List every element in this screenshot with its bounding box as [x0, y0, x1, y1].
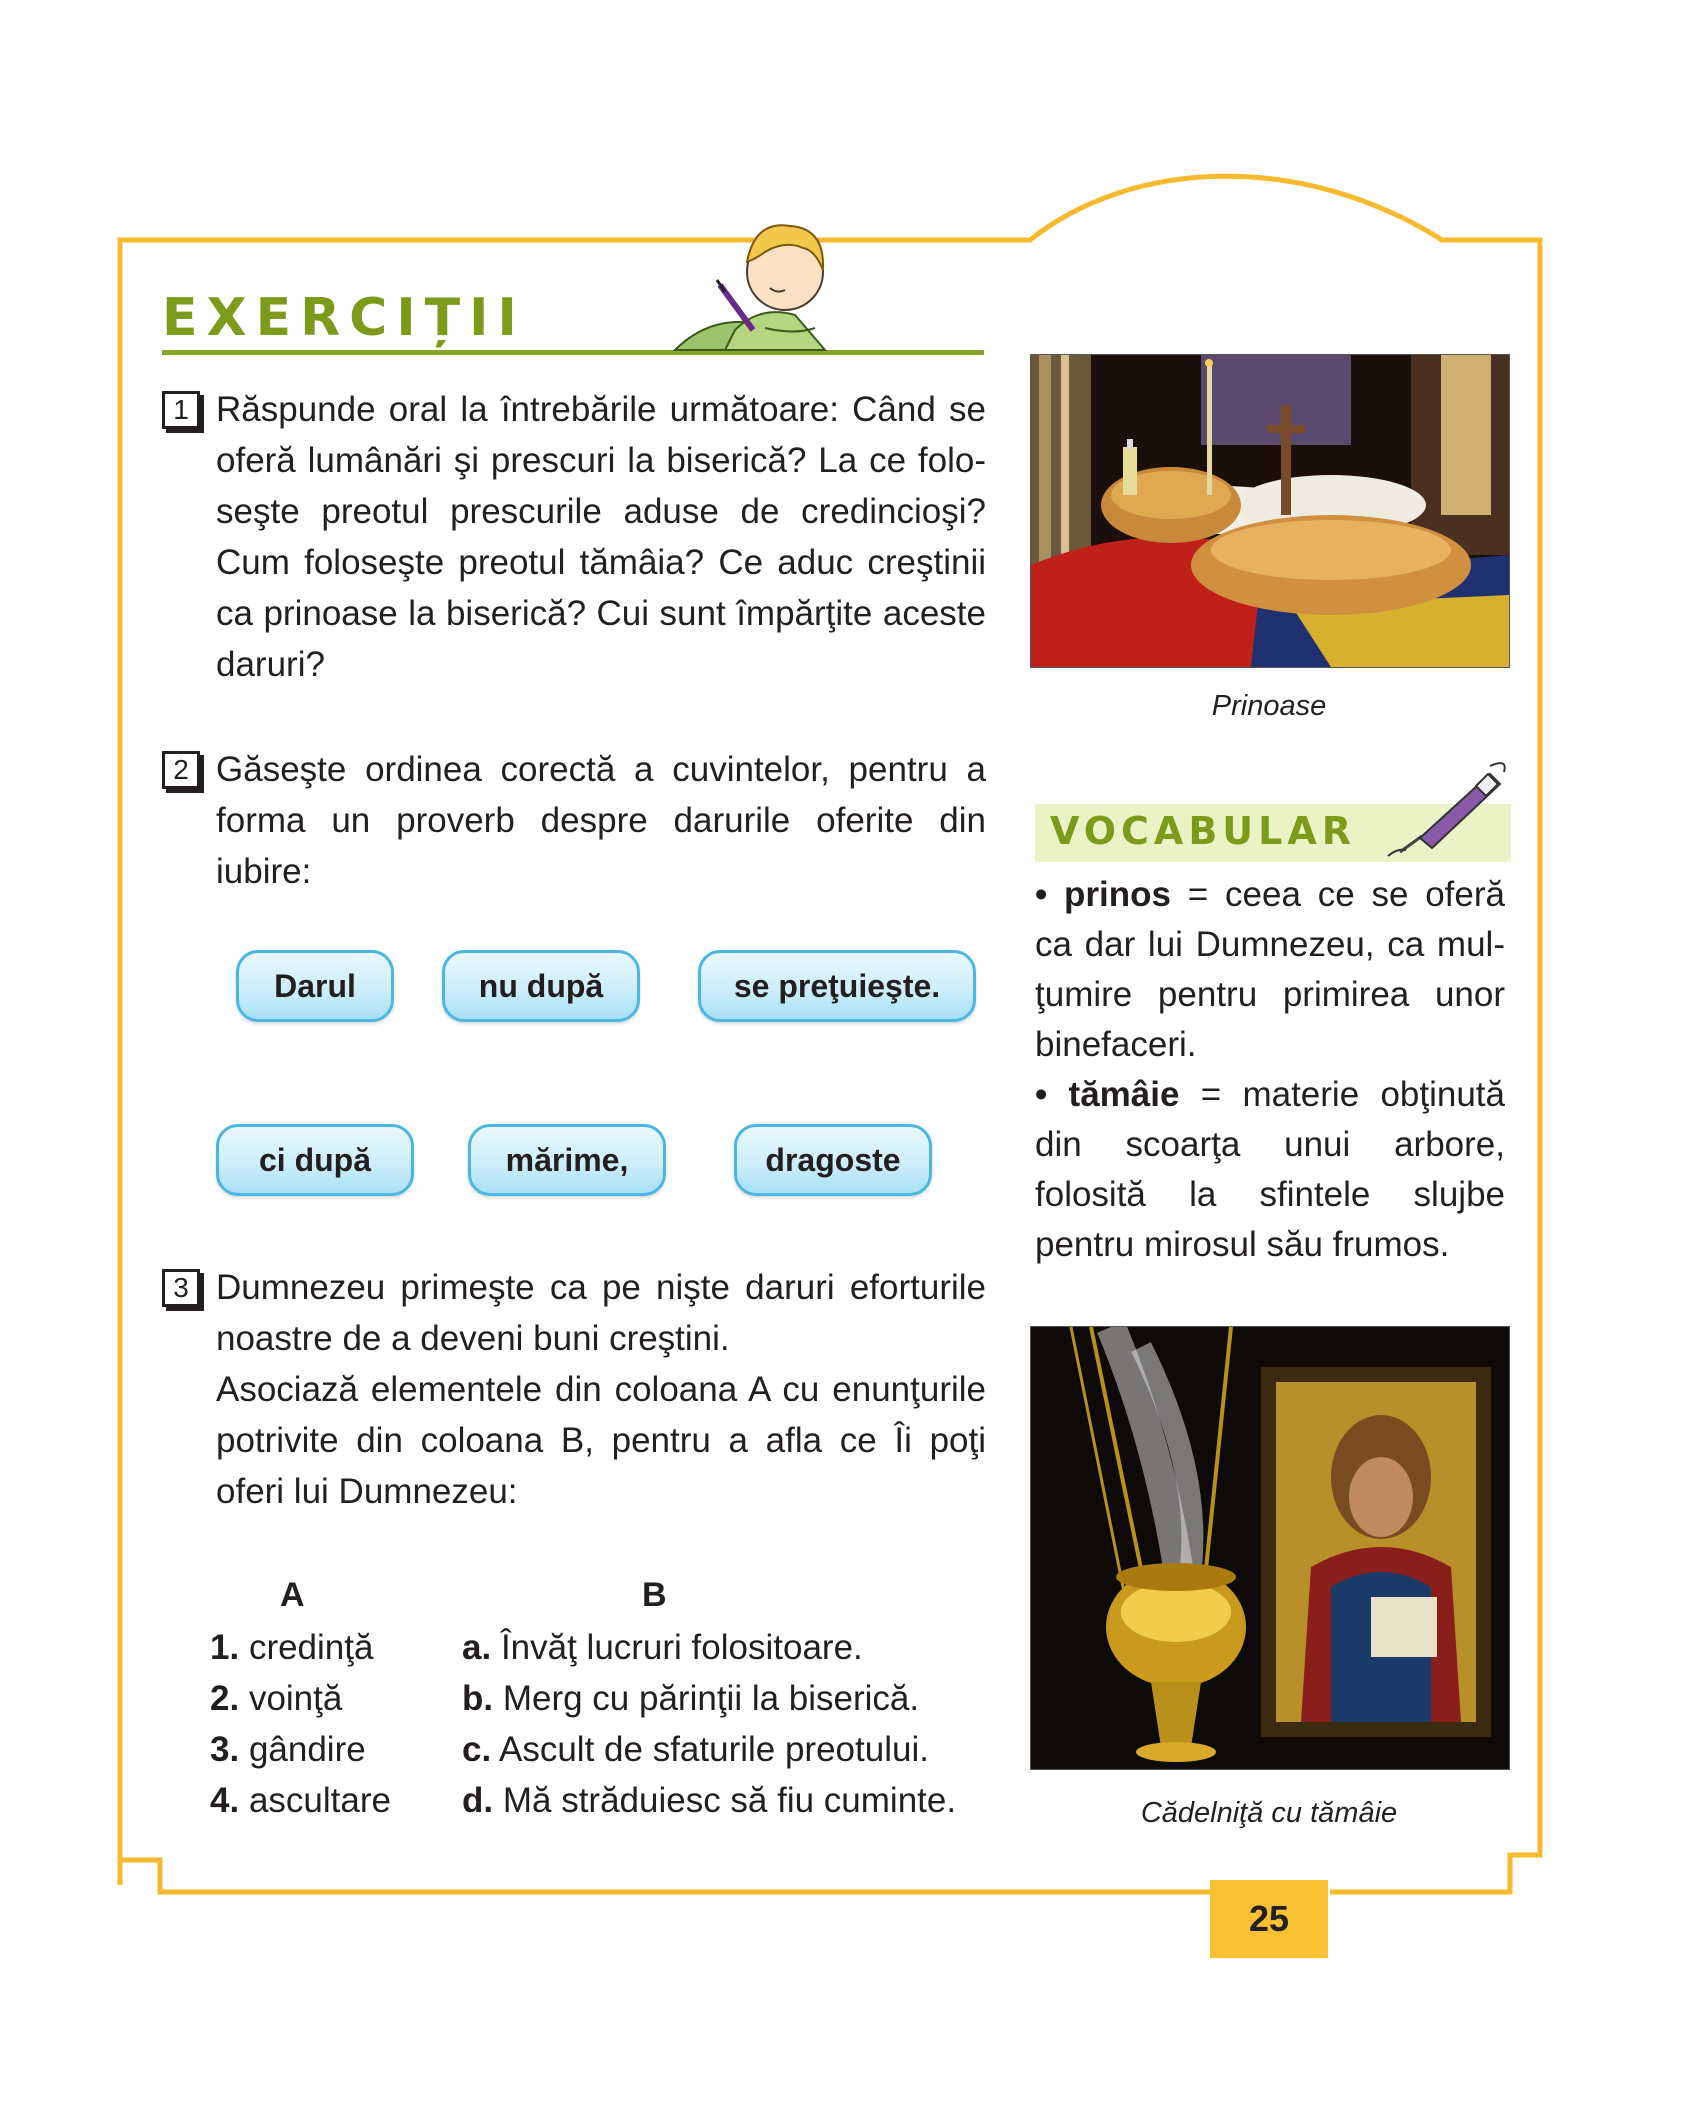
photo2-caption: Cădelniţă cu tămâie [1140, 1797, 1398, 1829]
word-card[interactable]: Darul [236, 950, 394, 1022]
column-a-item [210, 1622, 373, 1673]
exercise-2-number: 2 [162, 751, 200, 789]
column-b-item [462, 1724, 929, 1775]
item-label: c. [462, 1730, 492, 1769]
item-text: Învăţ lucruri folositoare. [500, 1628, 863, 1667]
item-text: ascultare [248, 1781, 391, 1820]
vocabulary-definition: = ceea ce se oferă ca dar lui Dumnezeu, ca mulţumire pentru primirea unor binefaceri. [1035, 875, 1505, 1064]
offerings-photo [1030, 354, 1510, 668]
column-b-item [462, 1673, 919, 1724]
item-text: voinţă [248, 1679, 343, 1718]
item-label: 3. [210, 1730, 240, 1769]
fountain-pen-icon [1380, 752, 1510, 862]
word-card[interactable]: se preţuieşte. [698, 950, 976, 1022]
vocabulary-definition: = materie obţinută din scoarţa unui arbore, folosită la sfintele slujbe pentru mirosul său frumos. [1035, 1075, 1505, 1264]
column-a-title: A [280, 1576, 305, 1614]
writing-boy-illustration [665, 210, 865, 358]
word-card[interactable]: dragoste [734, 1124, 932, 1196]
item-label: 4. [210, 1781, 240, 1820]
vocabulary-entry [1035, 1070, 1505, 1270]
vocabulary-term: tămâie [1068, 1075, 1180, 1114]
item-label: 2. [210, 1679, 240, 1718]
exercise-2-text: Găseşte ordinea corectă a cuvintelor, pentru a forma un proverb despre darurile oferite din iubire: [216, 750, 986, 891]
item-text: gândire [248, 1730, 366, 1769]
vocabulary-title: VOCABULAR [1050, 809, 1357, 853]
bullet: • [1035, 1075, 1069, 1114]
exercise-1-text: Răspunde oral la întrebările următoare: Când se oferă lumânări şi prescuri la biserică? La ce foloseşte preotul prescurile aduse de credincioşi? Cum foloseşte preotul tămâia? Ce aduc creştinii ca prinoase la biserică? Cui sunt împărţite aceste daruri? [216, 390, 986, 684]
column-b-item [462, 1775, 956, 1826]
item-label: 1. [210, 1628, 240, 1667]
column-b-title: B [642, 1576, 667, 1614]
item-text: Ascult de sfaturile preotului. [499, 1730, 929, 1769]
exercise-3-instructions: Asociază elementele din coloana A cu enunţurile potrivite din coloana B, pentru a afla ce Îi poţi oferi lui Dumnezeu: [216, 1370, 986, 1511]
column-b-item [462, 1622, 863, 1673]
page-number: 25 [1210, 1880, 1328, 1958]
photo1-caption: Prinoase [1211, 690, 1327, 722]
item-label: d. [462, 1781, 494, 1820]
vocabulary-entry [1035, 870, 1505, 1070]
exercise-1-number: 1 [162, 391, 200, 429]
vocabulary-term: prinos [1064, 875, 1171, 914]
censer-photo [1030, 1326, 1510, 1770]
item-label: b. [462, 1679, 494, 1718]
item-text: credinţă [248, 1628, 374, 1667]
item-text: Merg cu părinţii la biserică. [502, 1679, 920, 1718]
item-label: a. [462, 1628, 492, 1667]
word-card[interactable]: ci după [216, 1124, 414, 1196]
column-a-item [210, 1724, 366, 1775]
section-title: EXERCIȚII [162, 288, 526, 348]
item-text: Mă străduiesc să fiu cuminte. [502, 1781, 957, 1820]
bullet: • [1035, 875, 1065, 914]
exercise-3-number: 3 [162, 1269, 200, 1307]
exercise-3-text: Dumnezeu primeşte ca pe nişte daruri eforturile noastre de a deveni buni creştini. [216, 1268, 986, 1358]
word-card[interactable]: nu după [442, 950, 640, 1022]
word-card[interactable]: mărime, [468, 1124, 666, 1196]
column-a-item [210, 1673, 342, 1724]
column-a-item [210, 1775, 391, 1826]
